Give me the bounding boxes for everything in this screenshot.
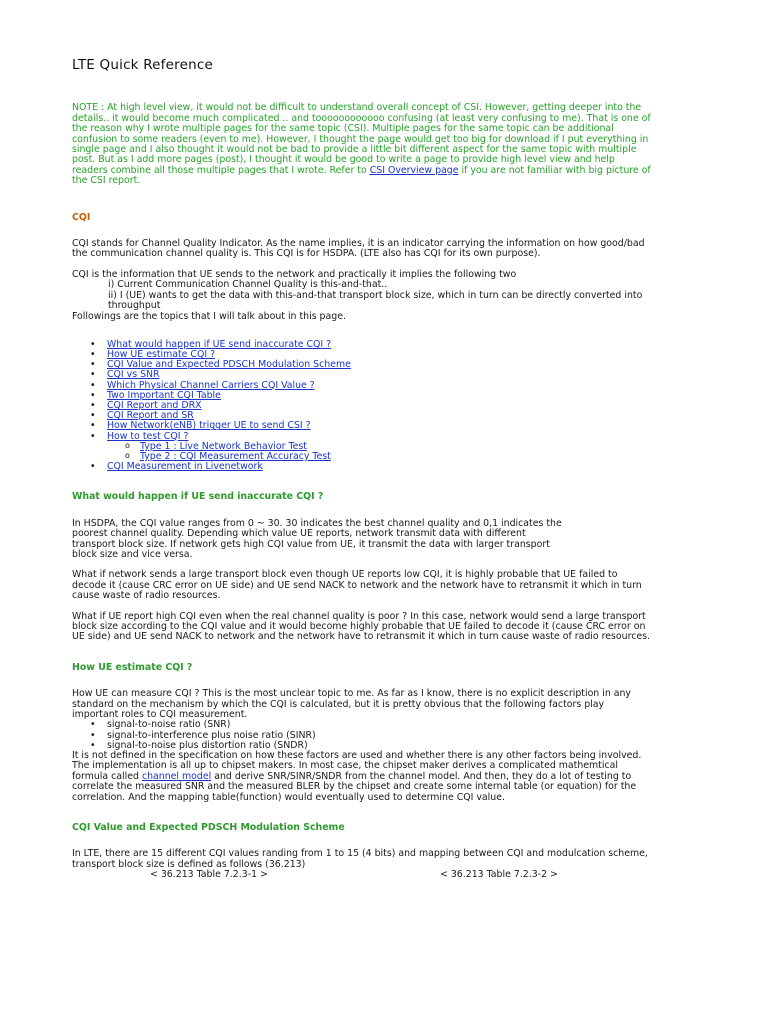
channel-model-link[interactable]: channel model bbox=[141, 770, 212, 782]
toc-link[interactable]: How Network(eNB) trigger UE to send CSI ? bbox=[107, 420, 311, 432]
table-of-contents-end bbox=[72, 462, 652, 472]
section-inaccurate-cqi-p1: In HSDPA, the CQI value ranges from 0 ~ 30. 30 indicates the best channel quality and 0,1 indicates the poorest channel quality. Depending which value UE reports, network transmit data with different transport block size. If network gets high CQI value from UE, it transmit the data with larger transport block size and vice versa. bbox=[72, 517, 562, 560]
section-inaccurate-cqi-heading: What would happen if UE send inaccurate CQI ? bbox=[72, 491, 324, 503]
cqi-paragraph-2: CQI is the information that UE sends to the network and practically it implies the following two bbox=[72, 268, 517, 280]
section-estimate-cqi-heading: How UE estimate CQI ? bbox=[72, 661, 193, 673]
toc-item bbox=[90, 360, 652, 370]
factor-item: • signal-to-noise plus distortion ratio (SNDR) bbox=[90, 741, 652, 751]
section-inaccurate-cqi-p2: What if network sends a large transport block even though UE reports low CQI, it is highly probable that UE failed to decode it (cause CRC error on UE side) and UE send NACK to network and the network have to retransmit it which in turn cause waste of radio resources. bbox=[72, 569, 642, 602]
estimate-p2-text: It is not defined in the specification on how these factors are used and whether there is any other factors being involved. The implementation is all up to chipset makers. In most case, the chipset maker derives a complicated mathemtical formula called bbox=[72, 750, 642, 782]
toc-link[interactable]: Two Important CQI Table bbox=[107, 389, 221, 401]
cqi-heading: CQI bbox=[72, 211, 91, 223]
toc-link[interactable]: CQI Value and Expected PDSCH Modulation Scheme bbox=[107, 359, 351, 371]
toc-link[interactable]: Which Physical Channel Carriers CQI Value ? bbox=[107, 379, 315, 391]
toc-sublink[interactable]: Type 1 : Live Network Behavior Test bbox=[140, 440, 307, 452]
section-inaccurate-cqi-p3: What if UE report high CQI even when the real channel quality is poor ? In this case, network would send a large transport block size according to the CQI value and it would become highly probable that UE failed to decode it (cause CRC error on UE side) and UE send NACK to network and the network have to retransmit it which in turn cause waste of radio resources. bbox=[72, 610, 651, 643]
toc-link[interactable]: How to test CQI ? bbox=[107, 430, 189, 442]
section-estimate-cqi-p1: How UE can measure CQI ? This is the most unclear topic to me. As far as I know, there is no explicit description in any standard on the mechanism by which the CQI is calculated, but it is pretty obvious that the following factors play important roles to CQI measurement. bbox=[72, 688, 631, 721]
note-text: NOTE : At high level view, it would not be difficult to understand overall concept of CSI. However, getting deeper into the details.. it would become much complicated .. and toooooooooooo confusing (at least very confusing to me). That is one of the reason why I wrote multiple pages for the same topic (CSI). Multiple pages for the same topic can be additional confusion to some readers (even to me). However, I thought the page would get too big for download if I put everything in single page and I also thought it would not be bad to provide a little bit different aspect for the same topic with multiple post. But as I add more pages (post), I thought it would be good to write a page to provide high level view and help readers combine all those multiple pages that I wrote. Refer to bbox=[72, 102, 651, 176]
toc-sublist bbox=[72, 442, 652, 462]
factor-item: • signal-to-noise ratio (SNR) bbox=[90, 720, 652, 730]
cqi-paragraph-3: Followings are the topics that I will talk about in this page. bbox=[72, 310, 346, 322]
toc-item bbox=[90, 462, 652, 472]
estimate-p2-tail: and derive SNR/SINR/SNDR from the channel model. And then, they do a lot of testing to correlate the measured SNR and the measured BLER by the chipset and create some internal table (or equation) for the correlation. And the mapping table(function) would eventually used to determine CQI value. bbox=[72, 770, 637, 803]
section-modulation-heading: CQI Value and Expected PDSCH Modulation Scheme bbox=[72, 822, 345, 834]
table-caption-1: < 36.213 Table 7.2.3-1 > bbox=[150, 869, 268, 881]
factor-list bbox=[72, 720, 652, 751]
cqi-paragraph-1: CQI stands for Channel Quality Indicator. As the name implies, it is an indicator carrying the information on how good/bad the communication channel quality is. This CQI is for HSDPA. (LTE also has CQI for its own purpose). bbox=[72, 238, 645, 260]
toc-link[interactable]: How UE estimate CQI ? bbox=[107, 349, 216, 361]
factor-item: • signal-to-interference plus noise ratio (SINR) bbox=[90, 731, 652, 741]
cqi-item-i: i) Current Communication Channel Quality is this-and-that.. bbox=[108, 279, 388, 291]
document-content bbox=[72, 57, 652, 881]
table-caption-2: < 36.213 Table 7.2.3-2 > bbox=[440, 869, 558, 881]
section-estimate-cqi-p2 bbox=[72, 751, 652, 803]
toc-link[interactable]: CQI Report and DRX bbox=[107, 400, 202, 412]
cqi-item-ii: ii) I (UE) wants to get the data with this-and-that transport block size, which in turn can be directly converted into throughput bbox=[108, 289, 643, 312]
toc-sublink[interactable]: Type 2 : CQI Measurement Accuracy Test bbox=[140, 450, 331, 462]
table-of-contents bbox=[72, 340, 652, 442]
toc-link[interactable]: CQI Measurement in Livenetwork bbox=[107, 461, 263, 473]
toc-link[interactable]: CQI vs SNR bbox=[107, 369, 160, 381]
section-modulation-p1: In LTE, there are 15 different CQI values randing from 1 to 15 (4 bits) and mapping between CQI and modulcation scheme, transport block size is defined as follows (36.213) bbox=[72, 848, 648, 870]
csi-overview-link[interactable]: CSI Overview page bbox=[369, 164, 459, 176]
note-tail: if you are not familiar with big picture of the CSI report. bbox=[72, 164, 651, 187]
page-title: LTE Quick Reference bbox=[72, 57, 213, 73]
toc-link[interactable]: CQI Report and SR bbox=[107, 410, 194, 422]
note-paragraph bbox=[72, 103, 652, 186]
toc-link[interactable]: What would happen if UE send inaccurate CQI ? bbox=[107, 338, 332, 350]
table-captions bbox=[72, 870, 652, 881]
